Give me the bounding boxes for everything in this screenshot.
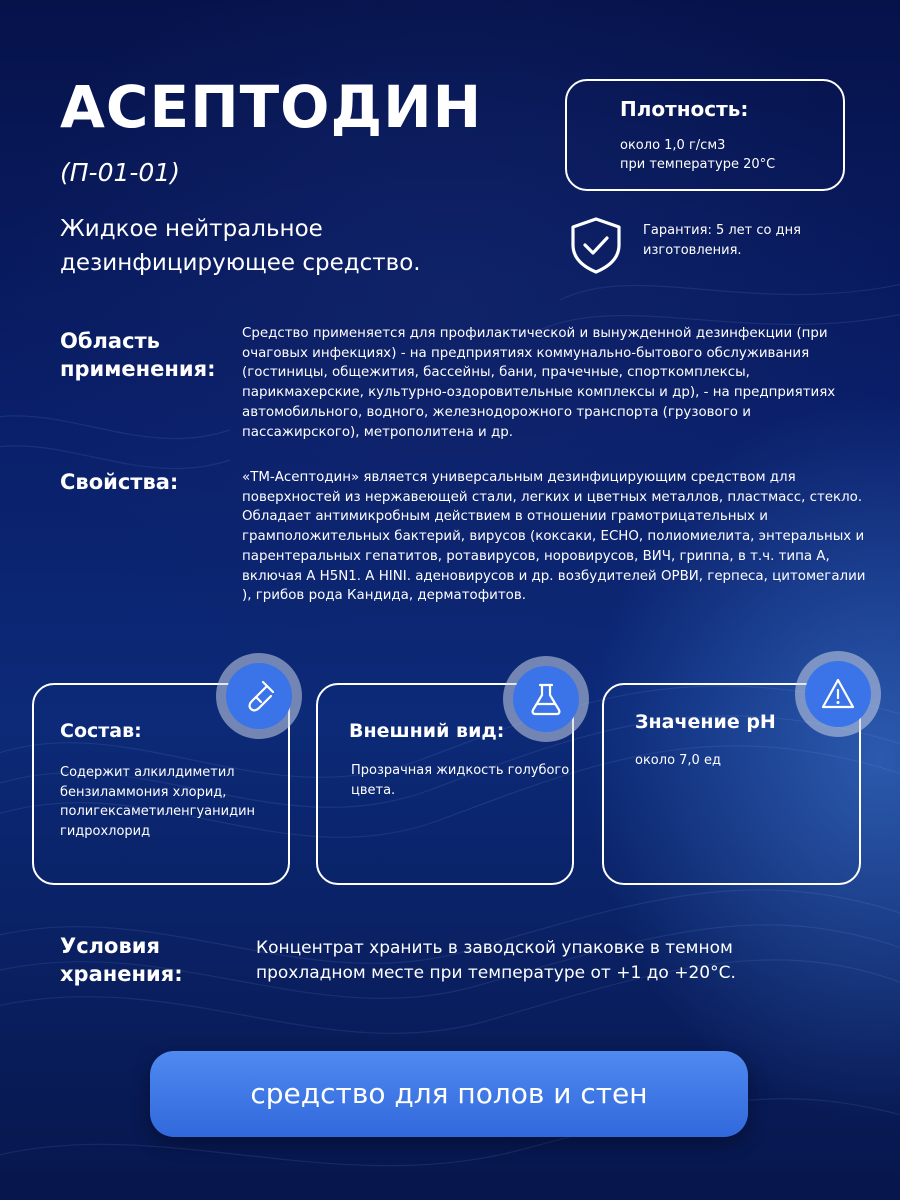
- ph-text: около 7,0 ед: [635, 753, 721, 768]
- application-label: Область применения:: [60, 329, 216, 381]
- appearance-title: Внешний вид:: [349, 720, 505, 742]
- application-text: Средство применяется для профилактической и вынужденной дезинфекции (при очаговых инфекциях) - на предприятиях коммунально-бытового обслуживания (гостиницы, общежития, бассейны, бани, прачечные, спорткомплексы, парикмахерские, культурно-оздоровительные комплексы и др), - на предприятиях автомобильного, водного, железнодорожного транспорта (грузового и пассажирского), метрополитена и др.: [242, 326, 836, 440]
- appearance-text: Прозрачная жидкость голубого цвета.: [351, 763, 570, 798]
- density-title: Плотность:: [620, 97, 749, 121]
- floors-walls-button[interactable]: [150, 1051, 748, 1137]
- flask-badge: [503, 656, 589, 742]
- flask-icon: [528, 681, 564, 717]
- storage-label: Условия хранения:: [60, 934, 183, 986]
- warning-icon: [820, 676, 856, 712]
- shield-check-icon: [566, 215, 626, 275]
- product-title: АСЕПТОДИН: [60, 73, 483, 141]
- storage-text: Концентрат хранить в заводской упаковке в темном прохладном месте при температуре от +1 до +20°С.: [256, 938, 736, 983]
- product-code: (П-01-01): [60, 158, 180, 187]
- properties-label: Свойства:: [60, 470, 179, 494]
- properties-text: «ТМ-Асептодин» является универсальным дезинфицирующим средством для поверхностей из нержавеющей стали, легких и цветных металлов, пластмасс, стекло. Обладает антимикробным действием в отношении грамотрицательных и грамположительных бактерий, вирусов (коксаки, ECHO, полиомиелита, энтеральных и парентеральных гепатитов, ротавирусов, норовирусов, ВИЧ, гриппа, в т.ч. типа А, включая А Н5N1. А HINI. аденовирусов и др. возбудителей ОРВИ, герпеса, цитомегалии ), грибов рода Кандида, дерматофитов.: [242, 470, 866, 604]
- test-tube-badge: [216, 653, 302, 739]
- density-text: [620, 136, 840, 174]
- composition-title: Состав:: [60, 720, 142, 742]
- guarantee-text: Гарантия: 5 лет со дня изготовления.: [643, 223, 801, 258]
- density-line1: около 1,0 г/см3: [620, 138, 726, 153]
- density-line2: при температуре 20°С: [620, 157, 776, 172]
- product-subtitle: Жидкое нейтральное дезинфицирующее средство.: [60, 216, 421, 276]
- composition-text: Содержит алкилдиметил бензиламмония хлорид, полигексаметиленгуанидин гидрохлорид: [60, 765, 256, 839]
- ph-title: Значение рН: [635, 711, 776, 733]
- density-box: [565, 79, 845, 191]
- warning-badge: [795, 651, 881, 737]
- floors-walls-button-label: средство для полов и стен: [250, 1077, 648, 1110]
- test-tube-icon: [241, 678, 277, 714]
